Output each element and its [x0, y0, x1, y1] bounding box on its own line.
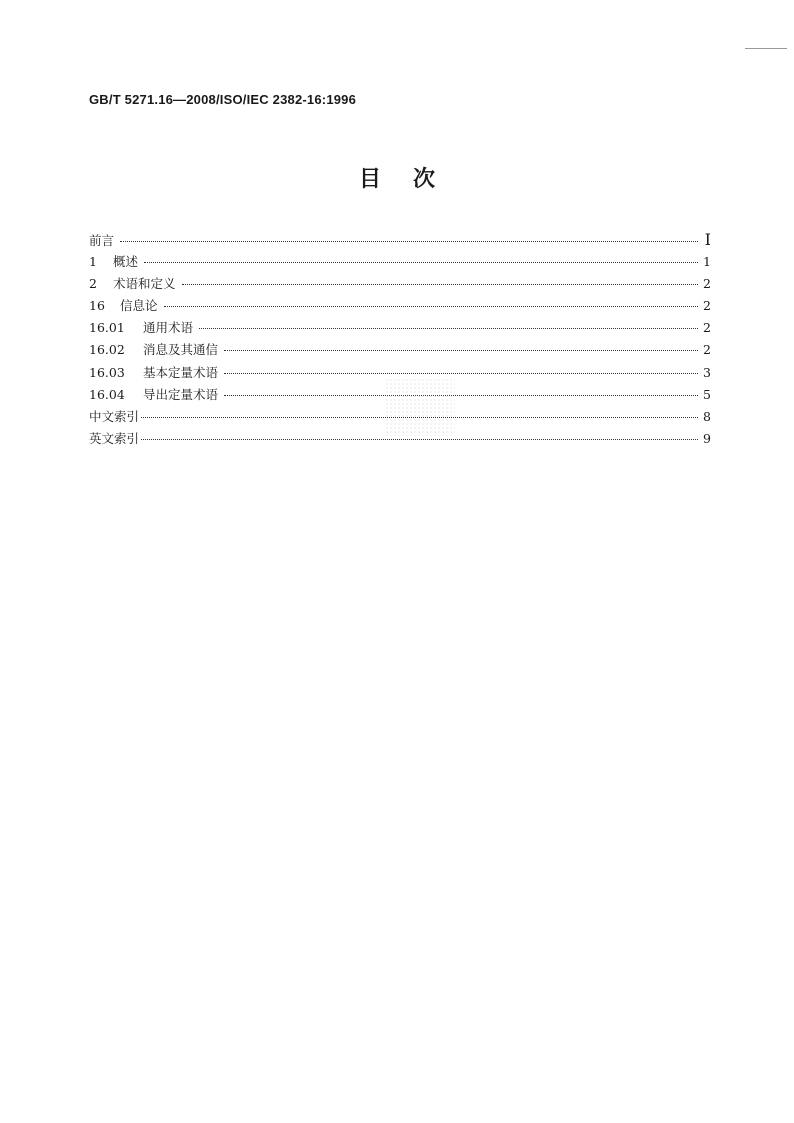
toc-entry-page: 1 [703, 254, 711, 270]
dot-leader [141, 439, 698, 440]
toc-entry-information-theory[interactable] [89, 295, 711, 317]
toc-entry-page: 3 [703, 364, 711, 380]
toc-entry-title: 消息及其通信 [143, 342, 219, 358]
dot-leader [224, 350, 698, 351]
toc-entry-page: 2 [703, 320, 711, 336]
toc-entry-messages-communication[interactable] [89, 339, 711, 361]
toc-entry-title: 英文索引 [89, 430, 140, 446]
toc-entry-page: 2 [703, 276, 711, 292]
dot-leader [224, 373, 698, 374]
title-char-1: 目 [358, 166, 381, 192]
dot-leader [224, 395, 698, 396]
scan-artifact-line [745, 48, 787, 49]
toc-entry-page: 2 [703, 298, 711, 314]
dot-leader [182, 284, 698, 285]
toc-entry-general-terms[interactable] [89, 317, 711, 339]
toc-entry-number: 16.02 [89, 342, 125, 358]
toc-entry-page: 9 [703, 430, 711, 446]
toc-entry-page: I [704, 230, 711, 249]
page-title [0, 162, 794, 193]
toc-entry-page: 5 [703, 386, 711, 402]
dot-leader [120, 241, 698, 242]
standard-number-header: GB/T 5271.16—2008/ISO/IEC 2382-16:1996 [89, 92, 357, 107]
scan-speckle [385, 378, 455, 436]
toc-entry-title: 中文索引 [89, 408, 140, 424]
toc-entry-page: 2 [703, 342, 711, 358]
toc-entry-title: 信息论 [120, 298, 158, 314]
toc-entry-title: 前言 [89, 233, 115, 248]
toc-entry-title: 导出定量术语 [143, 386, 219, 402]
toc-entry-title: 术语和定义 [113, 276, 176, 292]
toc-entry-number: 2 [89, 276, 97, 292]
dot-leader [199, 328, 698, 329]
toc-entry-foreword[interactable] [89, 229, 711, 251]
toc-entry-number: 16.01 [89, 320, 125, 336]
toc-entry-overview[interactable] [89, 251, 711, 273]
dot-leader [144, 262, 698, 263]
dot-leader [164, 306, 698, 307]
title-char-2: 次 [413, 166, 436, 192]
toc-entry-title: 基本定量术语 [143, 364, 219, 380]
toc-entry-number: 1 [89, 254, 97, 270]
toc-entry-number: 16.04 [89, 386, 125, 402]
toc-entry-page: 8 [703, 408, 711, 424]
toc-entry-number: 16.03 [89, 364, 125, 380]
toc-entry-title: 概述 [113, 254, 139, 270]
toc-entry-terms-definitions[interactable] [89, 273, 711, 295]
toc-entry-title: 通用术语 [143, 320, 194, 336]
toc-entry-number: 16 [89, 298, 105, 314]
